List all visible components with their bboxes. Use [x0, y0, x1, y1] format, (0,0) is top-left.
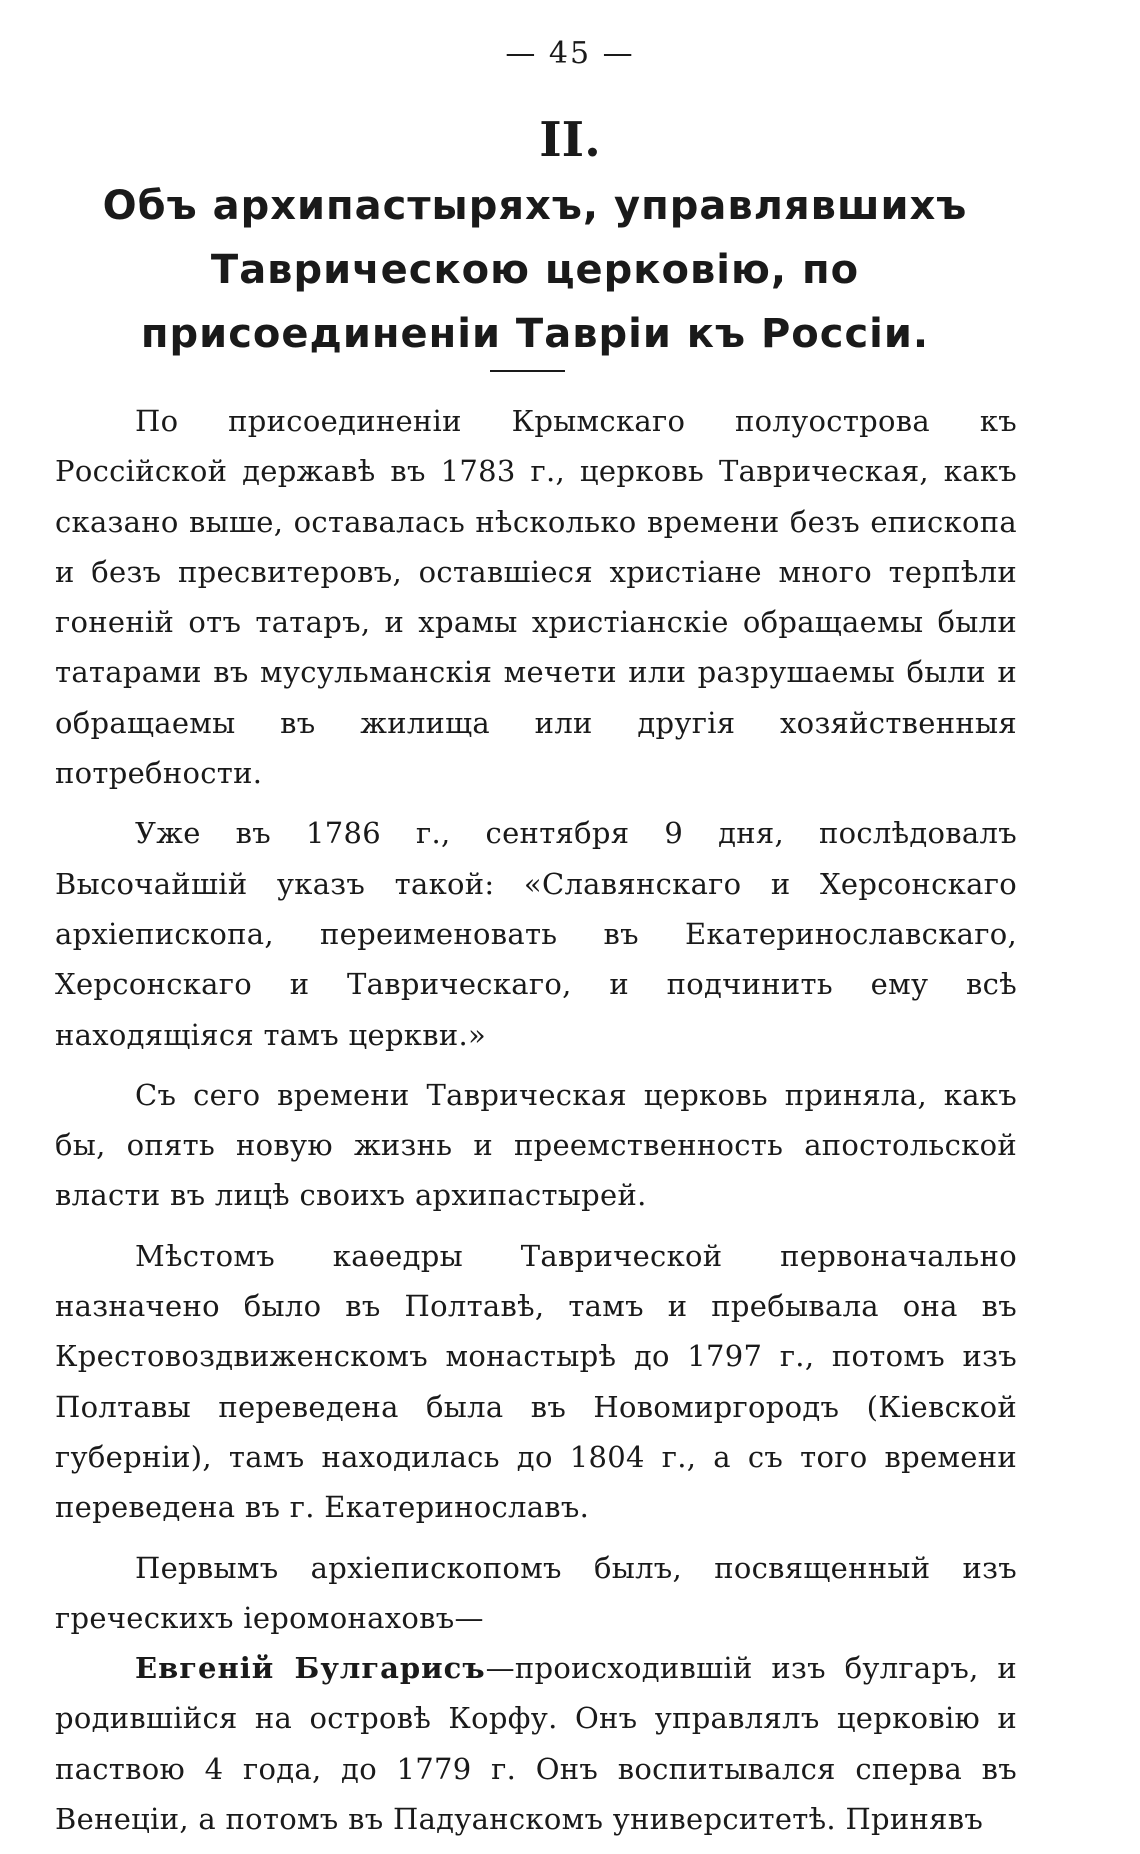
- title-divider: [490, 370, 565, 372]
- paragraph-final: [55, 1643, 1017, 1844]
- paragraph: Уже въ 1786 г., сентября 9 дня, послѣдовалъ Высочайшій указъ такой: «Славянскаго и Херсонскаго архіепископа, переименовать въ Екатеринославскаго, Херсонскаго и Таврическаго, и подчинить ему всѣ находящіяся тамъ церкви.»: [55, 816, 1017, 1052]
- paragraph: Мѣстомъ каѳедры Таврической первоначально назначено было въ Полтавѣ, тамъ и пребывала она въ Крестовоздвиженскомъ монастырѣ до 1797 г., потомъ изъ Полтавы переведена была въ Новомиргородъ (Кіевской губерніи), тамъ находилась до 1804 г., а съ того времени переведена въ г. Екатеринославъ.: [55, 1238, 1017, 1525]
- paragraph: Съ сего времени Таврическая церковь приняла, какъ бы, опять новую жизнь и преемственность апостольской власти въ лицѣ своихъ архипастырей.: [55, 1077, 1017, 1213]
- page-number: — 45 —: [505, 36, 635, 71]
- body-text: [55, 396, 1017, 1854]
- chapter-title: Объ архипастыряхъ, управлявшихъ Таврическою церковію, по присоединеніи Тавріи къ Россіи.: [102, 183, 968, 357]
- paragraph: Первымъ архіепископомъ былъ, посвященный изъ греческихъ іеромонаховъ—: [55, 1550, 1017, 1635]
- section-numeral: II.: [539, 112, 601, 168]
- person-name: Евгеній Булгарисъ: [135, 1651, 486, 1686]
- paragraph: По присоединеніи Крымскаго полуострова къ Россійской державѣ въ 1783 г., церковь Таврическая, какъ сказано выше, оставалась нѣсколько времени безъ епископа и безъ пресвитеровъ, оставшіеся христіане много терпѣли гоненій отъ татаръ, и храмы христіанскіе обращаемы были татарами въ мусульманскія мечети или разрушаемы были и обращаемы въ жилища или другія хозяйственныя потребности.: [55, 404, 1017, 791]
- paragraph-final-text: —происходившій изъ булгаръ, и родившійся на островѣ Корфу. Онъ управлялъ церковію и паствою 4 года, до 1779 г. Онъ воспитывался сперва въ Венеціи, а потомъ въ Падуанскомъ университетѣ. Принявъ: [55, 1651, 1017, 1837]
